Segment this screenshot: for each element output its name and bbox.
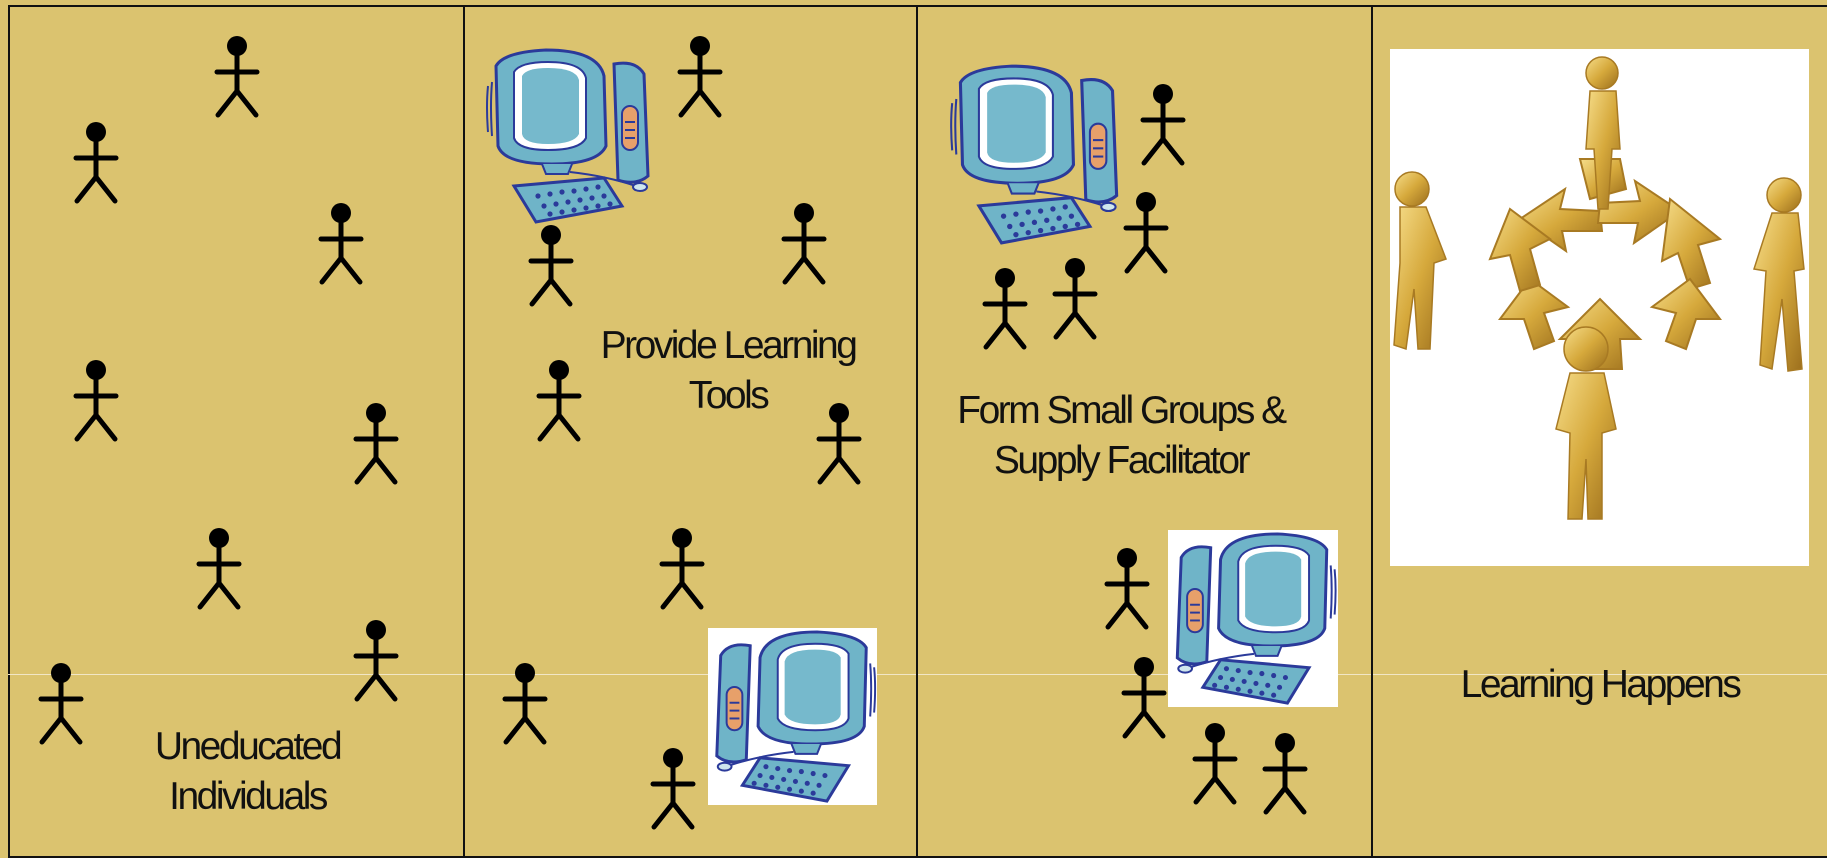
stick-figure-icon — [1123, 192, 1169, 274]
stick-figure-icon — [73, 360, 119, 442]
computer-icon — [1168, 530, 1338, 707]
stick-figure-icon — [73, 122, 119, 204]
stick-figure-icon — [38, 663, 84, 745]
label-line: Learning Happens — [1460, 663, 1740, 706]
label-learning-happens — [1420, 660, 1780, 710]
stick-figure-icon — [1140, 84, 1186, 166]
label-provide-learning-tools — [588, 321, 868, 421]
label-line: Uneducated — [154, 725, 341, 768]
stick-figure-icon — [353, 620, 399, 702]
computer-icon — [708, 628, 877, 805]
stick-figure-icon — [214, 36, 260, 118]
label-line: Individuals — [169, 775, 326, 818]
stick-figure-icon — [982, 268, 1028, 350]
stick-figure-icon — [1121, 657, 1167, 739]
stick-figure-icon — [1104, 548, 1150, 630]
stick-figure-icon — [528, 225, 574, 307]
stick-figure-icon — [196, 528, 242, 610]
stick-figure-icon — [536, 360, 582, 442]
computer-icon — [950, 62, 1125, 247]
gold-people-arrows-icon — [1390, 49, 1809, 566]
stick-figure-icon — [659, 528, 705, 610]
label-line: Tools — [688, 374, 768, 417]
computer-image-box — [708, 628, 877, 805]
stick-figure-icon — [650, 748, 696, 830]
stick-figure-icon — [1052, 258, 1098, 340]
stick-figure-icon — [502, 663, 548, 745]
computer-image-box — [1168, 530, 1338, 707]
stick-figure-icon — [1192, 723, 1238, 805]
gold-people-arrows-image — [1390, 49, 1809, 566]
label-form-small-groups — [936, 386, 1306, 486]
stick-figure-icon — [677, 36, 723, 118]
stick-figure-icon — [318, 203, 364, 285]
computer-icon — [486, 46, 656, 226]
label-uneducated-individuals — [120, 722, 375, 822]
stick-figure-icon — [353, 403, 399, 485]
label-line: Form Small Groups & — [957, 389, 1285, 432]
label-line: Provide Learning — [600, 324, 856, 367]
stick-figure-icon — [1262, 733, 1308, 815]
label-line: Supply Facilitator — [993, 439, 1249, 482]
stick-figure-icon — [781, 203, 827, 285]
